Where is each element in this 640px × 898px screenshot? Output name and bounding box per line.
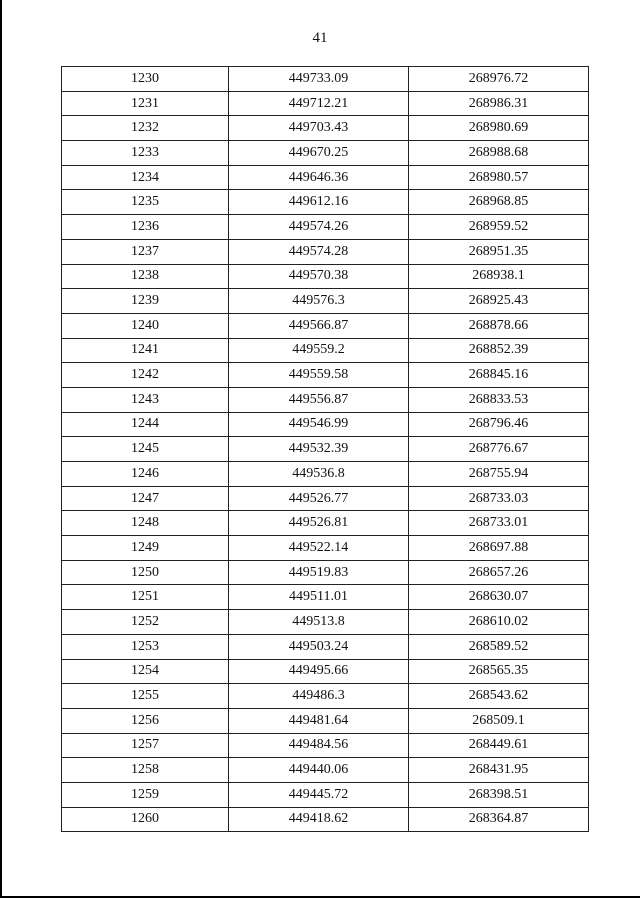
- y-coordinate-cell: 268589.52: [409, 634, 589, 659]
- y-coordinate-cell: 268980.69: [409, 116, 589, 141]
- point-number-cell: 1251: [62, 585, 229, 610]
- point-number-cell: 1247: [62, 486, 229, 511]
- x-coordinate-cell: 449733.09: [229, 67, 409, 92]
- y-coordinate-cell: 268845.16: [409, 363, 589, 388]
- point-number-cell: 1252: [62, 610, 229, 635]
- y-coordinate-cell: 268986.31: [409, 91, 589, 116]
- point-number-cell: 1255: [62, 684, 229, 709]
- y-coordinate-cell: 268610.02: [409, 610, 589, 635]
- y-coordinate-cell: 268833.53: [409, 387, 589, 412]
- point-number-cell: 1239: [62, 289, 229, 314]
- y-coordinate-cell: 268980.57: [409, 165, 589, 190]
- table-row: [62, 116, 589, 141]
- x-coordinate-cell: 449481.64: [229, 708, 409, 733]
- table-row: [62, 67, 589, 92]
- x-coordinate-cell: 449546.99: [229, 412, 409, 437]
- x-coordinate-cell: 449440.06: [229, 758, 409, 783]
- x-coordinate-cell: 449519.83: [229, 560, 409, 585]
- y-coordinate-cell: 268938.1: [409, 264, 589, 289]
- point-number-cell: 1234: [62, 165, 229, 190]
- point-number-cell: 1250: [62, 560, 229, 585]
- y-coordinate-cell: 268976.72: [409, 67, 589, 92]
- table-row: [62, 536, 589, 561]
- x-coordinate-cell: 449495.66: [229, 659, 409, 684]
- y-coordinate-cell: 268968.85: [409, 190, 589, 215]
- point-number-cell: 1235: [62, 190, 229, 215]
- y-coordinate-cell: 268776.67: [409, 437, 589, 462]
- table-row: [62, 190, 589, 215]
- table-row: [62, 264, 589, 289]
- table-row: [62, 289, 589, 314]
- point-number-cell: 1242: [62, 363, 229, 388]
- x-coordinate-cell: 449511.01: [229, 585, 409, 610]
- y-coordinate-cell: 268878.66: [409, 313, 589, 338]
- point-number-cell: 1244: [62, 412, 229, 437]
- table-row: [62, 560, 589, 585]
- point-number-cell: 1248: [62, 511, 229, 536]
- y-coordinate-cell: 268630.07: [409, 585, 589, 610]
- point-number-cell: 1254: [62, 659, 229, 684]
- y-coordinate-cell: 268509.1: [409, 708, 589, 733]
- table-row: [62, 807, 589, 832]
- x-coordinate-cell: 449526.81: [229, 511, 409, 536]
- x-coordinate-cell: 449556.87: [229, 387, 409, 412]
- x-coordinate-cell: 449486.3: [229, 684, 409, 709]
- table-row: [62, 708, 589, 733]
- point-number-cell: 1240: [62, 313, 229, 338]
- point-number-cell: 1243: [62, 387, 229, 412]
- x-coordinate-cell: 449612.16: [229, 190, 409, 215]
- x-coordinate-cell: 449576.3: [229, 289, 409, 314]
- scan-edge-left: [0, 0, 2, 898]
- point-number-cell: 1230: [62, 67, 229, 92]
- table-row: [62, 782, 589, 807]
- table-row: [62, 91, 589, 116]
- table-row: [62, 659, 589, 684]
- y-coordinate-cell: 268697.88: [409, 536, 589, 561]
- table-row: [62, 585, 589, 610]
- y-coordinate-cell: 268733.03: [409, 486, 589, 511]
- x-coordinate-cell: 449559.2: [229, 338, 409, 363]
- x-coordinate-cell: 449703.43: [229, 116, 409, 141]
- y-coordinate-cell: 268543.62: [409, 684, 589, 709]
- y-coordinate-cell: 268959.52: [409, 215, 589, 240]
- x-coordinate-cell: 449503.24: [229, 634, 409, 659]
- x-coordinate-cell: 449574.26: [229, 215, 409, 240]
- table-row: [62, 215, 589, 240]
- table-row: [62, 239, 589, 264]
- y-coordinate-cell: 268398.51: [409, 782, 589, 807]
- point-number-cell: 1257: [62, 733, 229, 758]
- point-number-cell: 1249: [62, 536, 229, 561]
- point-number-cell: 1237: [62, 239, 229, 264]
- y-coordinate-cell: 268796.46: [409, 412, 589, 437]
- table-row: [62, 141, 589, 166]
- x-coordinate-cell: 449526.77: [229, 486, 409, 511]
- point-number-cell: 1233: [62, 141, 229, 166]
- table-row: [62, 758, 589, 783]
- table-row: [62, 634, 589, 659]
- point-number-cell: 1256: [62, 708, 229, 733]
- point-number-cell: 1259: [62, 782, 229, 807]
- x-coordinate-cell: 449574.28: [229, 239, 409, 264]
- x-coordinate-cell: 449513.8: [229, 610, 409, 635]
- page-number: 41: [312, 30, 328, 46]
- y-coordinate-cell: 268364.87: [409, 807, 589, 832]
- table-row: [62, 462, 589, 487]
- point-number-cell: 1258: [62, 758, 229, 783]
- table-row: [62, 412, 589, 437]
- x-coordinate-cell: 449570.38: [229, 264, 409, 289]
- table-row: [62, 338, 589, 363]
- y-coordinate-cell: 268657.26: [409, 560, 589, 585]
- point-number-cell: 1253: [62, 634, 229, 659]
- table-row: [62, 313, 589, 338]
- x-coordinate-cell: 449712.21: [229, 91, 409, 116]
- x-coordinate-cell: 449484.56: [229, 733, 409, 758]
- x-coordinate-cell: 449559.58: [229, 363, 409, 388]
- x-coordinate-cell: 449566.87: [229, 313, 409, 338]
- y-coordinate-cell: 268733.01: [409, 511, 589, 536]
- table-row: [62, 684, 589, 709]
- table-row: [62, 387, 589, 412]
- point-number-cell: 1231: [62, 91, 229, 116]
- table-row: [62, 363, 589, 388]
- y-coordinate-cell: 268951.35: [409, 239, 589, 264]
- point-number-cell: 1236: [62, 215, 229, 240]
- y-coordinate-cell: 268431.95: [409, 758, 589, 783]
- table-row: [62, 511, 589, 536]
- x-coordinate-cell: 449536.8: [229, 462, 409, 487]
- table-row: [62, 437, 589, 462]
- y-coordinate-cell: 268449.61: [409, 733, 589, 758]
- point-number-cell: 1246: [62, 462, 229, 487]
- x-coordinate-cell: 449445.72: [229, 782, 409, 807]
- y-coordinate-cell: 268852.39: [409, 338, 589, 363]
- point-number-cell: 1260: [62, 807, 229, 832]
- table-row: [62, 733, 589, 758]
- point-number-cell: 1232: [62, 116, 229, 141]
- x-coordinate-cell: 449646.36: [229, 165, 409, 190]
- x-coordinate-cell: 449532.39: [229, 437, 409, 462]
- x-coordinate-cell: 449418.62: [229, 807, 409, 832]
- y-coordinate-cell: 268755.94: [409, 462, 589, 487]
- point-number-cell: 1238: [62, 264, 229, 289]
- table-row: [62, 165, 589, 190]
- x-coordinate-cell: 449522.14: [229, 536, 409, 561]
- y-coordinate-cell: 268565.35: [409, 659, 589, 684]
- coordinate-table-body: [62, 67, 589, 832]
- coordinate-table: [61, 66, 589, 832]
- point-number-cell: 1245: [62, 437, 229, 462]
- y-coordinate-cell: 268988.68: [409, 141, 589, 166]
- table-row: [62, 486, 589, 511]
- x-coordinate-cell: 449670.25: [229, 141, 409, 166]
- table-row: [62, 610, 589, 635]
- point-number-cell: 1241: [62, 338, 229, 363]
- y-coordinate-cell: 268925.43: [409, 289, 589, 314]
